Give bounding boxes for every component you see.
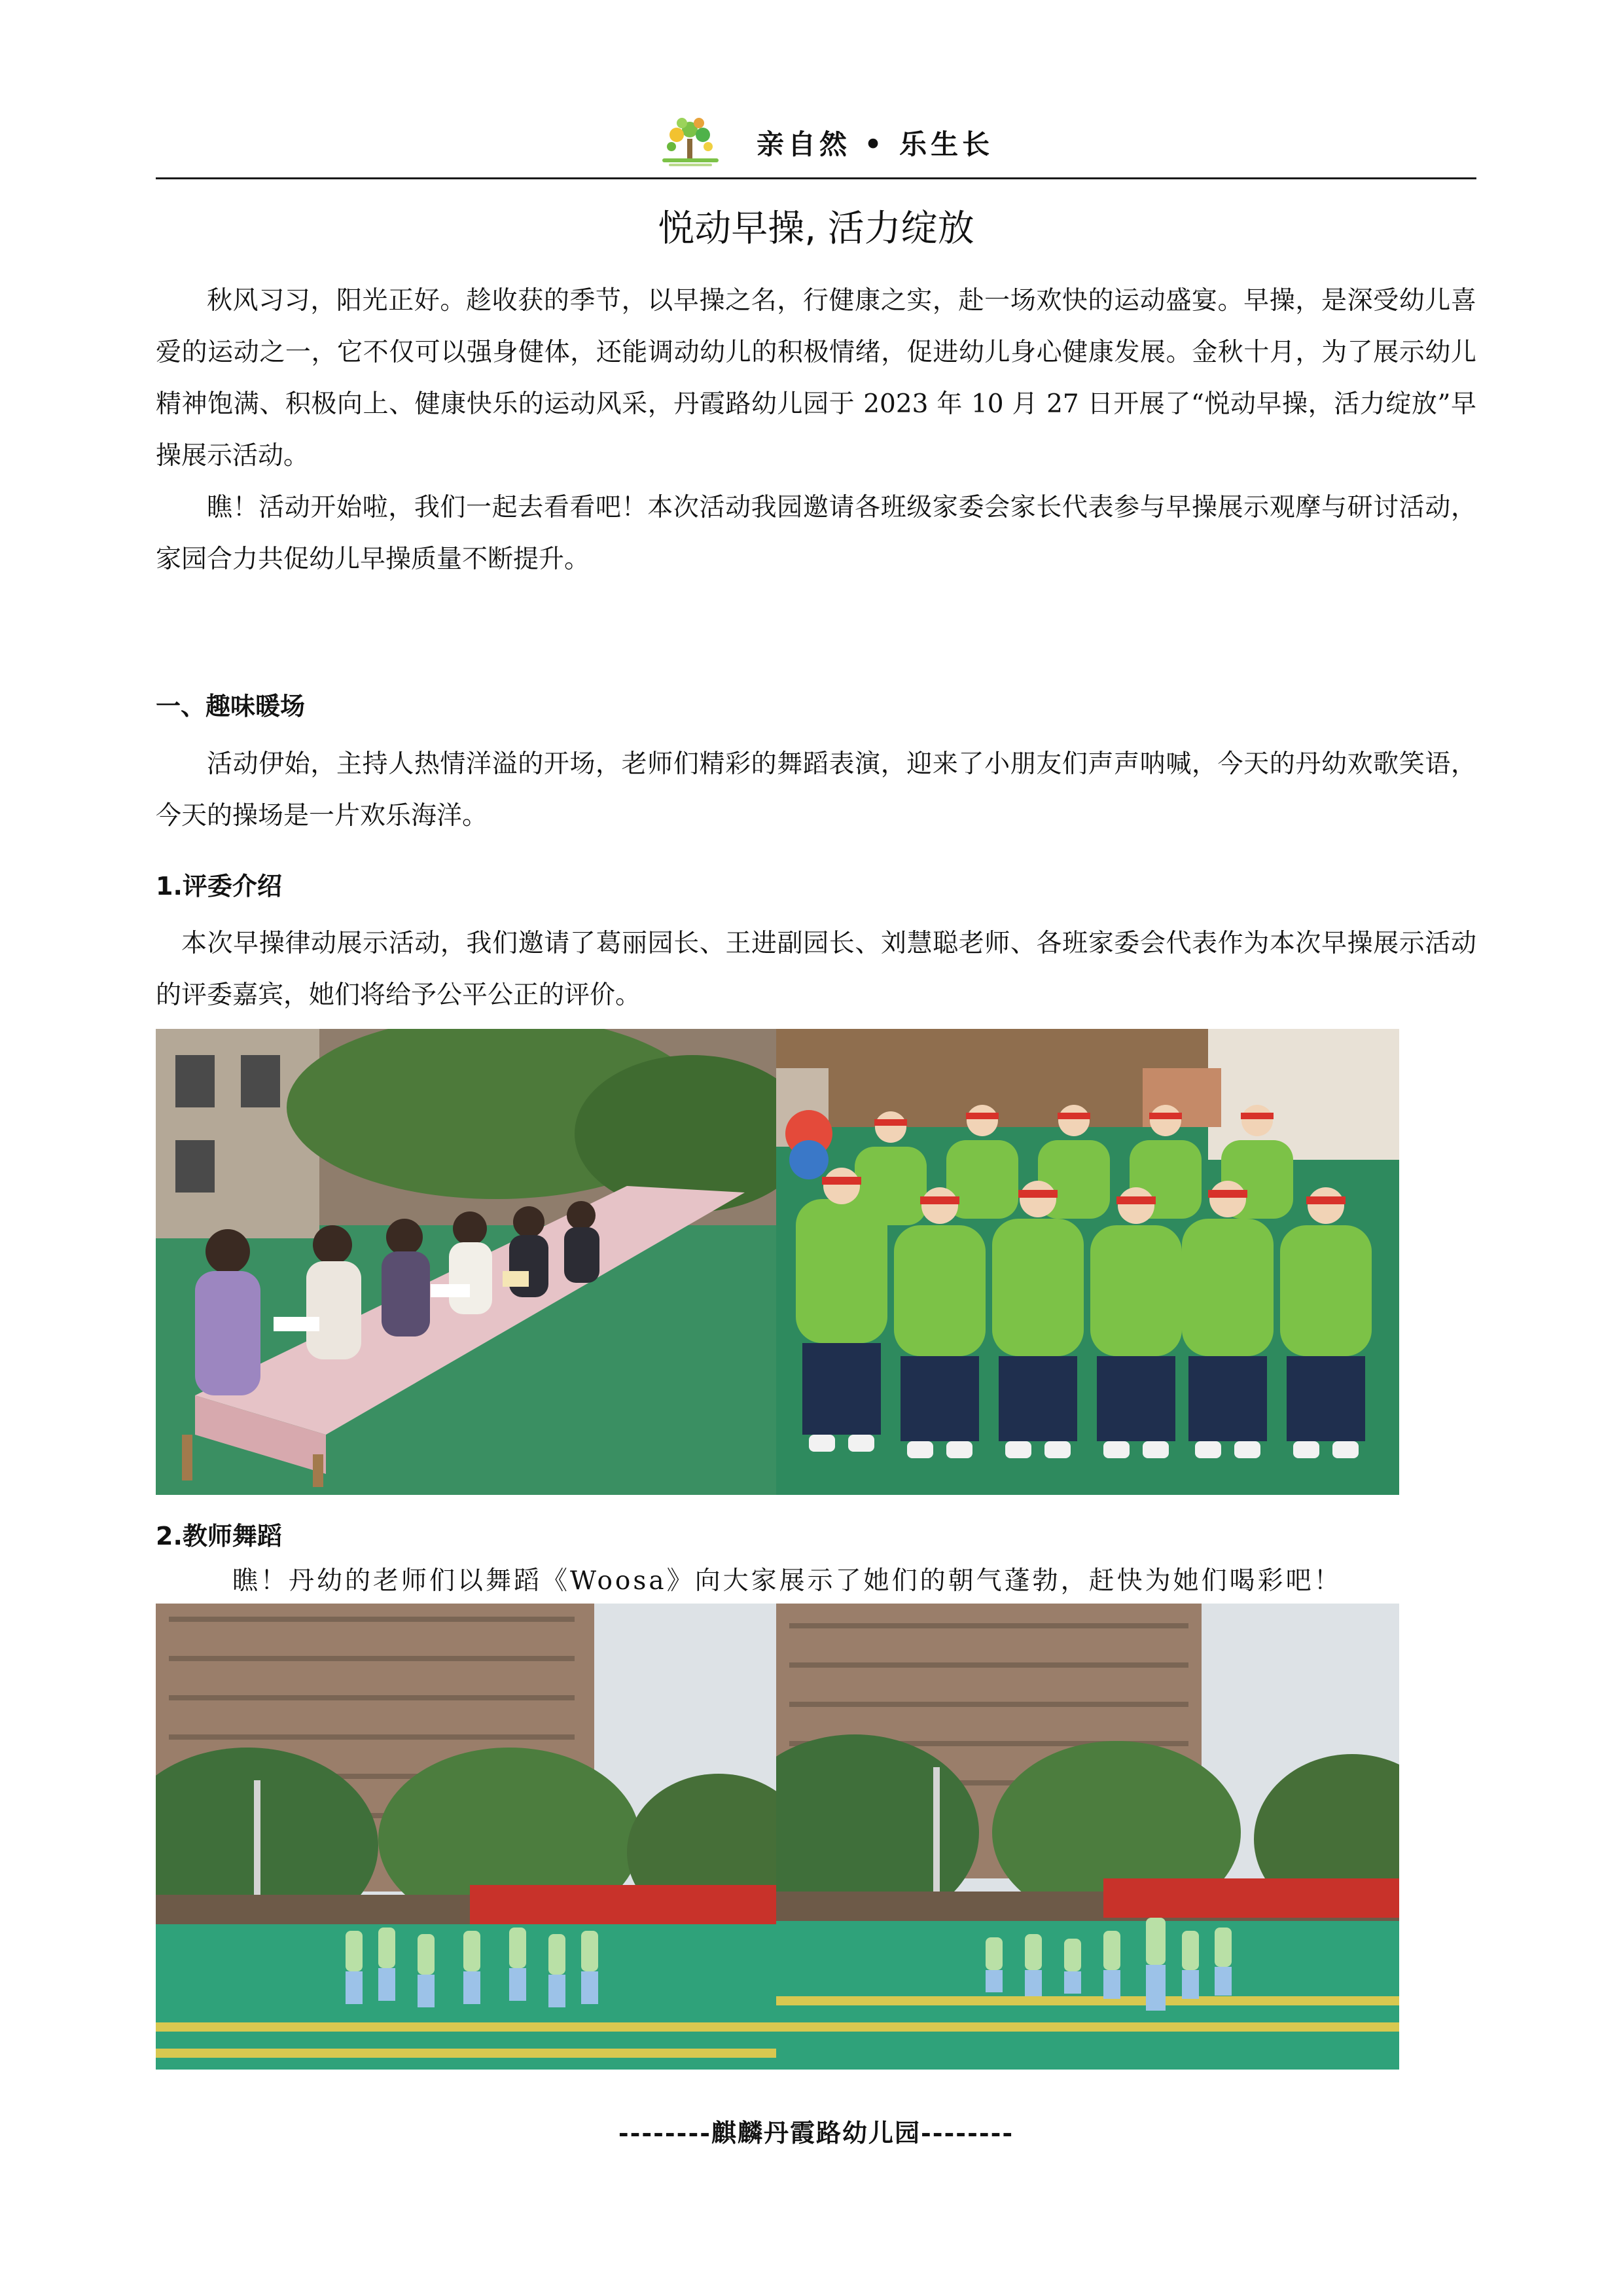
second-paragraph: 瞧！活动开始啦，我们一起去看看吧！本次活动我园邀请各班级家委会家长代表参与早操展示观摩与研讨活动，家园合力共促幼儿早操质量不断提升。 bbox=[156, 493, 1476, 574]
page-header bbox=[156, 111, 1476, 179]
warmup-paragraph: 活动伊始，主持人热情洋溢的开场，老师们精彩的舞蹈表演，迎来了小朋友们声声呐喊，今天的丹幼欢歌笑语，今天的操场是一片欢乐海洋。 bbox=[156, 749, 1476, 831]
article-title: 悦动早操, 活力绽放 bbox=[658, 207, 974, 250]
subsection-heading-judges: 1.评委介绍 bbox=[156, 872, 282, 901]
header-divider bbox=[156, 177, 1476, 179]
intro-paragraph: 秋风习习，阳光正好。趁收获的季节，以早操之名，行健康之实，赴一场欢快的运动盛宴。早操，是深受幼儿喜爱的运动之一，它不仅可以强身健体，还能调动幼儿的积极情绪，促进幼儿身心健康发展。金秋十月，为了展示幼儿精神饱满、积极向上、健康快乐的运动风采，丹霞路幼儿园于 2023 年 10 月 27 日开展了“悦动早操，活力绽放”早操展示活动。 bbox=[156, 286, 1476, 471]
judges-table-photo bbox=[156, 1029, 776, 1495]
section-heading-warmup: 一、趣味暖场 bbox=[156, 692, 306, 721]
kindergarten-tree-logo-icon bbox=[649, 115, 732, 170]
children-group-photo bbox=[776, 1029, 1399, 1495]
teacher-dance-photo-left bbox=[156, 1604, 776, 2070]
judges-paragraph: 本次早操律动展示活动，我们邀请了葛丽园长、王进副园长、刘慧聪老师、各班家委会代表作为本次早操展示活动的评委嘉宾，她们将给予公平公正的评价。 bbox=[156, 929, 1476, 1010]
teacher-dance-paragraph: 瞧！丹幼的老师们以舞蹈《Woosa》向大家展示了她们的朝气蓬勃，赶快为她们喝彩吧！ bbox=[232, 1566, 1342, 1596]
footer-kindergarten-name: --------麒麟丹霞路幼儿园-------- bbox=[618, 2118, 1014, 2147]
subsection-heading-teacher-dance: 2.教师舞蹈 bbox=[156, 1522, 282, 1551]
teacher-dance-photo-right bbox=[776, 1604, 1399, 2070]
slogan: 亲自然 • 乐生长 bbox=[757, 128, 994, 160]
